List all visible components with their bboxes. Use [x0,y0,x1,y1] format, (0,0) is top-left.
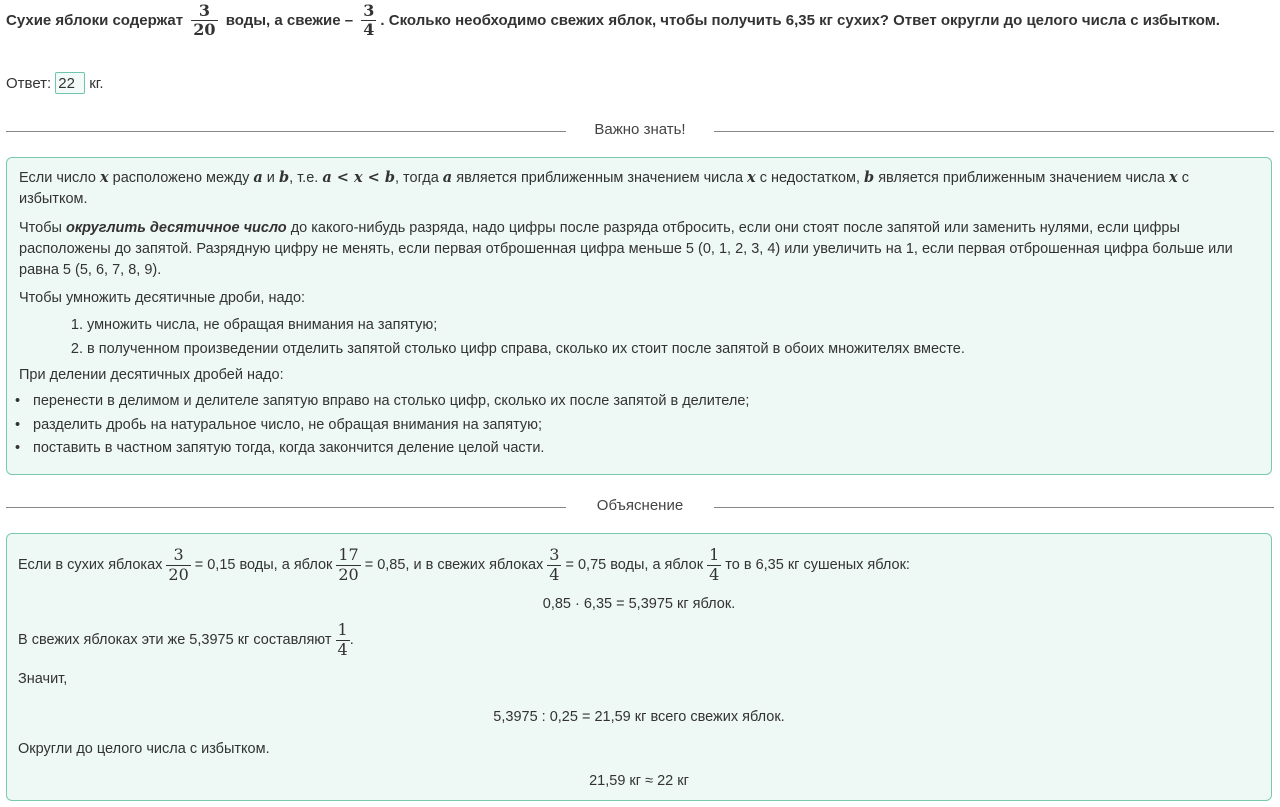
tip-text: с недостатком, [759,170,860,186]
fraction [336,546,360,584]
tip-text: , тогда [395,170,439,186]
math-inequality: a < x < b [322,169,395,186]
equation: 21,59 кг ≈ 22 кг [589,773,689,789]
question-part: Сухие яблоки содержат [6,11,184,29]
section-divider-important [6,121,1274,141]
math-var: x [99,169,109,186]
list-item: • поставить в частном запятую тогда, когда закончится деление целой части. [7,437,1259,461]
tip-text: с избытком. [19,170,1189,207]
tip-text: , т.е. [289,170,319,186]
tip-text: является приближенным значением числа [878,170,1165,186]
answer-label: Ответ: [6,74,52,92]
fraction-denominator: 4 [709,564,720,584]
divide-bullets [7,390,1259,461]
fraction-numerator: 17 [338,545,359,565]
tip-approximation [19,167,1259,210]
tip-text: Если число [19,170,96,186]
explanation-text: то в 6,35 кг сушеных яблок: [725,557,910,573]
math-var: a [253,169,263,186]
section-divider-explanation [6,497,1274,517]
explanation-text: = 0,85, и в свежих яблоках [364,557,544,573]
explanation-text: В свежих яблоках эти же 5,3975 кг составляют [18,632,332,648]
fraction [166,546,190,584]
equation: 5,3975 : 0,25 = 21,59 кг всего свежих яблок. [493,709,785,725]
tip-text: до какого-нибудь разряда, надо цифры после разряда отбросить, если они стоят после запятой или заменить нулями, если цифры расположены до запятой. Разрядную цифру не менять, если первая отброшенная цифра меньше 5 (0, 1, 2, 3, 4) или увеличить на 1, если первая отброшенная цифра больше или равна 5 (5, 6, 7, 8, 9). [19,220,1233,278]
important-panel [6,157,1272,475]
math-var: a [442,169,453,186]
tip-text: и [266,170,275,186]
explanation-line [18,542,1260,588]
question-part: . Сколько необходимо свежих яблок, чтобы получить 6,35 кг сухих? Ответ округли до целого числа с избытком. [380,11,1220,29]
question-text [6,2,1274,40]
math-var: x [747,169,756,186]
list-item: 2. в полученном произведении отделить запятой столько цифр справа, сколько их стоит после запятой в обоих множителях вместе. [87,337,1259,361]
tip-text: Чтобы [19,220,62,236]
fraction-numerator: 1 [337,620,348,640]
math-var: x [1169,169,1178,186]
fraction-denominator: 20 [338,564,359,584]
equation: 0,85 · 6,35 = 5,3975 кг яблок. [542,596,736,612]
answer-row [6,72,104,94]
multiply-steps [19,313,1259,361]
explanation-panel [6,533,1272,801]
answer-unit: кг. [89,74,104,92]
fraction [707,546,721,584]
fraction-denominator: 4 [363,20,375,40]
fraction [336,621,350,659]
question-part: воды, а свежие – [225,11,354,29]
fraction-numerator: 3 [173,545,184,565]
fraction-numerator: 3 [549,545,560,565]
section-title-explanation: Объяснение [596,497,684,514]
fraction [191,2,217,40]
fraction [547,546,561,584]
section-title-important: Важно знать! [594,121,686,138]
tip-text: является приближенным значением числа [456,170,744,186]
tip-emphasis: округлить десятичное число [65,220,287,236]
list-item: • перенести в делимом и делителе запятую вправо на столько цифр, сколько их после запятой в делителе; [7,390,1259,414]
explanation-text: = 0,15 воды, а яблок [194,557,333,573]
explanation-text: . [349,632,354,648]
fraction-denominator: 20 [168,564,189,584]
explanation-line [18,617,1260,663]
fraction [361,2,376,40]
tip-multiply-intro: Чтобы умножить десятичные дроби, надо: [19,290,306,306]
fraction-denominator: 4 [337,639,348,659]
explanation-text: Округли до целого числа с избытком. [18,741,270,757]
tip-text: расположено между [112,170,250,186]
math-var: b [864,169,875,186]
explanation-text: Если в сухих яблоках [18,557,163,573]
list-item: 1. умножить числа, не обращая внимания на запятую; [87,313,1259,337]
explanation-text: Значит, [18,671,68,687]
fraction-numerator: 1 [709,545,720,565]
fraction-denominator: 4 [549,564,560,584]
list-item: • разделить дробь на натуральное число, не обращая внимания на запятую; [7,414,1259,438]
tip-rounding [19,218,1259,281]
tip-divide-intro: При делении десятичных дробей надо: [19,367,284,383]
explanation-text: = 0,75 воды, а яблок [565,557,704,573]
fraction-numerator: 3 [198,1,210,20]
fraction-denominator: 20 [193,20,216,40]
math-var: b [278,169,290,186]
fraction-numerator: 3 [363,1,375,20]
answer-input[interactable]: 22 [55,72,85,94]
